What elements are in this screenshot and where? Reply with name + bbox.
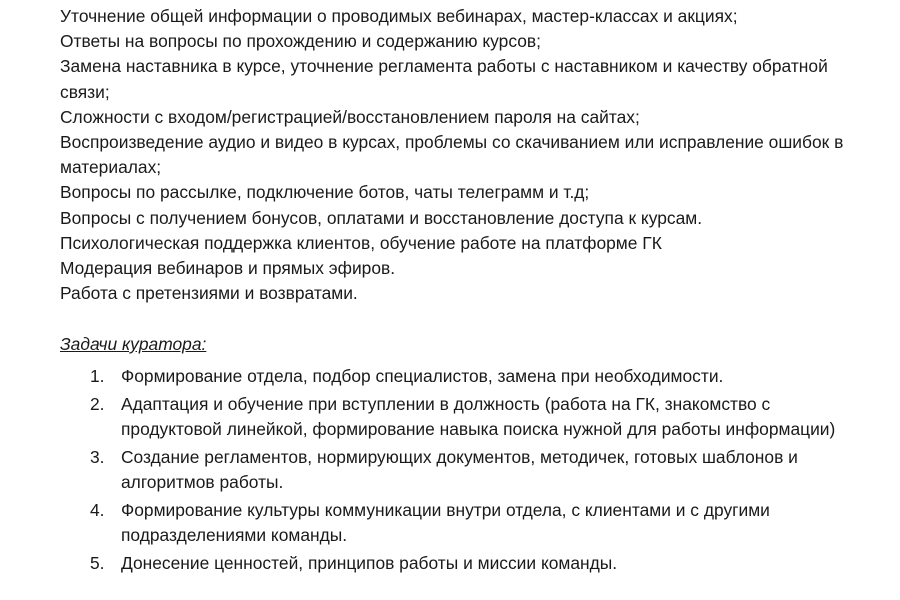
task-text: Донесение ценностей, принципов работы и миссии команды. — [121, 553, 618, 573]
task-text: Создание регламентов, нормирующих документов, методичек, готовых шаблонов и алгоритмов работы. — [121, 447, 798, 492]
task-number: 5. — [90, 553, 105, 573]
curator-tasks-list — [0, 364, 860, 579]
task-number: 3. — [90, 447, 105, 467]
duty-item: Замена наставника в курсе, уточнение регламента работы с наставником и качеству обратной связи; — [60, 56, 828, 102]
duty-item: Сложности с входом/регистрацией/восстановлением пароля на сайтах; — [60, 106, 640, 127]
task-number: 1. — [90, 366, 105, 386]
duty-item: Психологическая поддержка клиентов, обучение работе на платформе ГК — [60, 232, 662, 253]
duty-item: Модерация вебинаров и прямых эфиров. — [60, 258, 396, 279]
duty-item: Воспроизведение аудио и видео в курсах, проблемы со скачиванием или исправление ошибок в материалах; — [60, 132, 844, 178]
task-item — [0, 392, 860, 442]
task-text: Формирование культуры коммуникации внутри отдела, с клиентами и с другими подразделениями команды. — [121, 500, 770, 545]
task-number: 4. — [90, 500, 105, 520]
task-item — [0, 551, 860, 576]
duty-item: Вопросы с получением бонусов, оплатами и восстановление доступа к курсам. — [60, 207, 703, 228]
duty-item: Работа с претензиями и возвратами. — [60, 283, 358, 304]
duty-item: Вопросы по рассылке, подключение ботов, чаты телеграмм и т.д; — [60, 182, 590, 203]
section-heading-curator-tasks: Задачи куратора: — [60, 334, 207, 354]
duties-list — [60, 4, 880, 306]
task-number: 2. — [90, 394, 105, 414]
task-text: Адаптация и обучение при вступлении в должность (работа на ГК, знакомство с продуктовой линейкой, формирование навыка поиска нужной для работы информации) — [121, 394, 836, 439]
task-item — [0, 364, 860, 389]
task-text: Формирование отдела, подбор специалистов, замена при необходимости. — [121, 366, 724, 386]
task-item — [0, 445, 860, 495]
task-item — [0, 498, 860, 548]
duty-item: Ответы на вопросы по прохождению и содержанию курсов; — [60, 31, 541, 52]
duty-item: Уточнение общей информации о проводимых вебинарах, мастер-классах и акциях; — [60, 6, 738, 26]
